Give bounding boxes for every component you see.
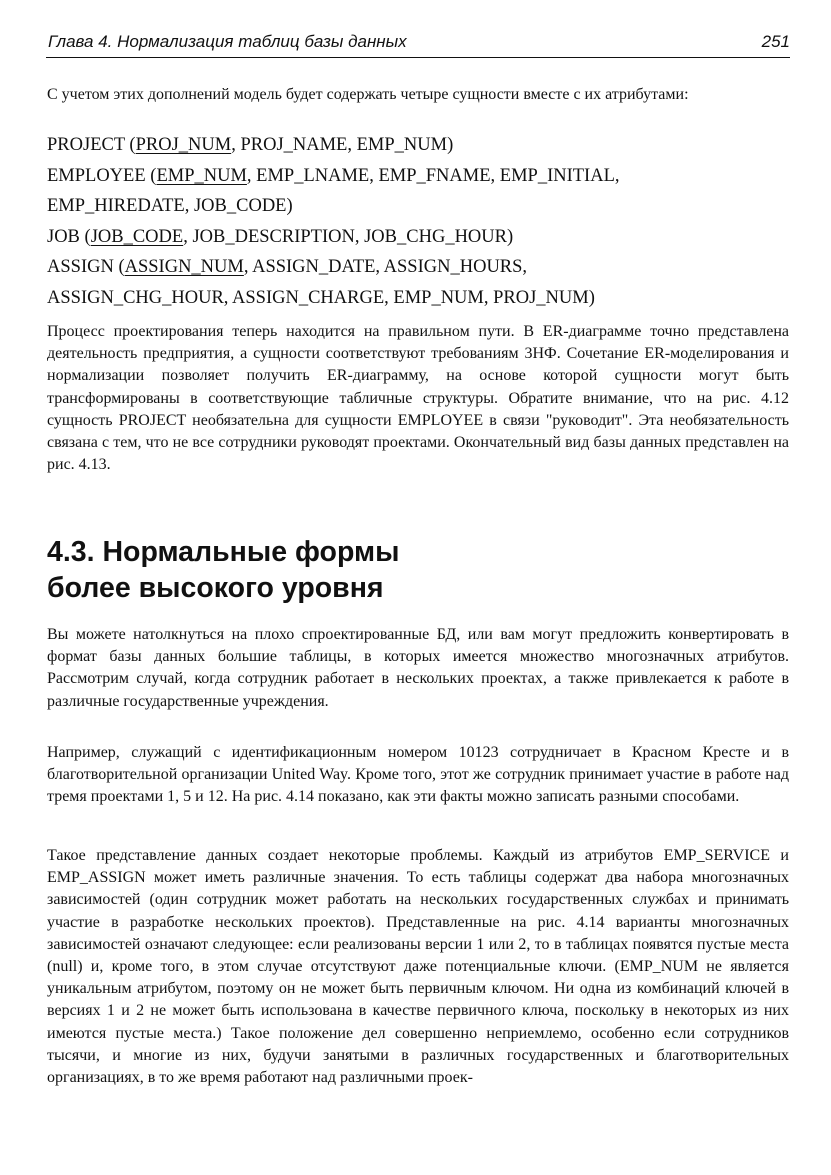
schema-rest: , ASSIGN_DATE, ASSIGN_HOURS, — [243, 257, 528, 277]
schema-project — [47, 130, 789, 161]
header-rule — [46, 57, 790, 58]
schema-open: PROJECT ( — [47, 135, 136, 155]
schema-rest: , EMP_LNAME, EMP_FNAME, EMP_INITIAL, — [246, 165, 620, 186]
intro-paragraph: С учетом этих дополнений модель будет содержать четыре сущности вместе с их атрибутами: — [47, 86, 689, 103]
schema-employee — [47, 161, 789, 192]
heading-line-2: более высокого уровня — [47, 572, 384, 604]
er-paragraph: Процесс проектирования теперь находится на правильном пути. В ER-диаграмме точно представлена деятельность предприятия, а сущности соответствуют требованиям 3НФ. Сочетание ER-моделирования и нормализации позволяет получить ER-диаграмму, на основе которой сущности могут быть трансформированы в соответствующие табличные структуры. Обратите внимание, что на рис. 4.12 сущность PROJECT необязательна для сущности EMPLOYEE в связи "руководит". Эта необязательность связана с тем, что не все сотрудники руководят проектами. Окончательный вид базы данных представлен на рис. 4.13. — [47, 323, 789, 474]
schema-open: JOB ( — [47, 226, 91, 247]
primary-key: JOB_CODE — [90, 226, 184, 247]
primary-key: EMP_NUM — [156, 165, 247, 186]
schema-employee-cont: EMP_HIREDATE, JOB_CODE) — [47, 196, 293, 216]
schema-rest: , JOB_DESCRIPTION, JOB_CHG_HOUR) — [183, 226, 514, 247]
schema-open: EMPLOYEE ( — [47, 165, 157, 186]
running-header — [46, 28, 790, 58]
schema-assign-cont: ASSIGN_CHG_HOUR, ASSIGN_CHARGE, EMP_NUM, PROJ_NUM) — [47, 287, 595, 308]
primary-key: ASSIGN_NUM — [124, 257, 244, 277]
body-paragraph-1: Вы можете натолкнуться на плохо спроектированные БД, или вам могут предложить конвертировать в формат базы данных большие таблицы, в которых имеется множество многозначных атрибутов. Рассмотрим случай, когда сотрудник работает в нескольких проектах, а также привлекается к работе в различные государственные учреждения. — [47, 626, 789, 710]
schema-assign — [47, 252, 789, 283]
heading-line-1: 4.3. Нормальные формы — [47, 536, 400, 568]
schema-open: ASSIGN ( — [47, 257, 125, 277]
schema-rest: , PROJ_NAME, EMP_NUM) — [231, 135, 454, 155]
section-heading — [47, 534, 647, 606]
body-paragraph-3: Такое представление данных создает некоторые проблемы. Каждый из атрибутов EMP_SERVICE и EMP_ASSIGN может иметь различные значения. То есть таблицы содержат два набора многозначных зависимостей (один сотрудник может работать на нескольких государственных службах и принимать участие в разработке нескольких проектов). Представленные на рис. 4.14 варианты многозначных зависимостей означают следующее: если реализованы версии 1 или 2, то в таблицах появятся пустые места (null) и, кроме того, в этом случае отсутствуют даже потенциальные ключи. (EMP_NUM не является уникальным атрибутом, поэтому он не может быть первичным ключом. Ни одна из комбинаций ключей в версиях 1 и 2 не может быть использована в качестве первичного ключа, поскольку в некоторых из них имеются пустые места.) Такое положение дел совершенно неприемлемо, особенно если сотрудников тысячи, и многие из них, будучи занятыми в различных государственных и благотворительных организациях, в то же время работают над различными проек- — [47, 847, 789, 1087]
primary-key: PROJ_NUM — [135, 135, 232, 155]
schema-job — [47, 222, 789, 253]
body-paragraph-2: Например, служащий с идентификационным номером 10123 сотрудничает в Красном Кресте и в благотворительной организации United Way. Кроме того, этот же сотрудник принимает участие в работе над тремя проектами 1, 5 и 12. На рис. 4.14 показано, как эти факты можно записать разными способами. — [47, 744, 789, 806]
chapter-title: Глава 4. Нормализация таблиц базы данных — [48, 32, 407, 51]
entity-schema-list — [47, 130, 789, 313]
page-number: 251 — [761, 32, 790, 51]
